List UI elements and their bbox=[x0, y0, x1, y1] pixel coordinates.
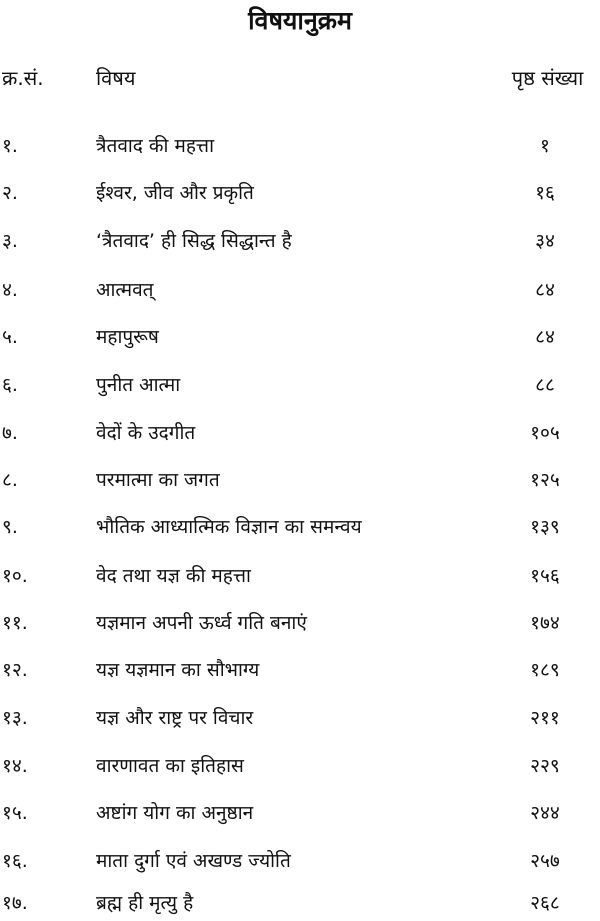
entry-page: ८४ bbox=[535, 326, 555, 348]
entry-number: १०. bbox=[2, 565, 28, 587]
serial-number-header: क्र.सं. bbox=[2, 66, 44, 90]
entry-page: १७४ bbox=[530, 612, 560, 634]
toc-entry bbox=[0, 465, 600, 495]
entry-number: २. bbox=[2, 182, 18, 204]
entry-subject: यज्ञ यज्ञमान का सौभाग्य bbox=[96, 659, 260, 681]
entry-page: १६ bbox=[535, 182, 555, 204]
entry-page: १५६ bbox=[530, 565, 560, 587]
entry-subject: वेद तथा यज्ञ की महत्ता bbox=[96, 565, 251, 587]
entry-subject: भौतिक आध्यात्मिक विज्ञान का समन्वय bbox=[96, 516, 362, 538]
toc-entry bbox=[0, 512, 600, 542]
toc-entry bbox=[0, 226, 600, 256]
toc-entry bbox=[0, 846, 600, 876]
entry-number: ९. bbox=[2, 516, 18, 538]
entry-number: १५. bbox=[2, 802, 28, 824]
entry-page: १३९ bbox=[530, 516, 560, 538]
entry-number: १४. bbox=[2, 755, 28, 777]
entry-subject: यज्ञमान अपनी ऊर्ध्व गति बनाएं bbox=[96, 612, 307, 634]
toc-entry bbox=[0, 608, 600, 638]
entry-page: २६८ bbox=[530, 892, 560, 914]
toc-entry bbox=[0, 178, 600, 208]
entry-number: १७. bbox=[2, 892, 28, 914]
entry-page: १ bbox=[540, 135, 550, 157]
entry-subject: त्रैतवाद की महत्ता bbox=[96, 135, 214, 157]
page-title: विषयानुक्रम bbox=[248, 6, 352, 35]
subject-header: विषय bbox=[96, 66, 136, 90]
toc-entry bbox=[0, 275, 600, 305]
entry-number: ३. bbox=[2, 230, 18, 252]
toc-entry bbox=[0, 751, 600, 781]
entry-subject: आत्मवत् bbox=[96, 279, 154, 301]
entry-subject: माता दुर्गा एवं अखण्ड ज्योति bbox=[96, 850, 291, 872]
entry-page: १०५ bbox=[530, 422, 560, 444]
entry-page: ८८ bbox=[535, 374, 555, 396]
toc-entry bbox=[0, 418, 600, 448]
entry-subject: परमात्मा का जगत bbox=[96, 469, 220, 491]
entry-page: २२९ bbox=[530, 755, 560, 777]
entry-subject: ईश्वर, जीव और प्रकृति bbox=[96, 182, 254, 204]
entry-subject: वेदों के उदगीत bbox=[96, 422, 196, 444]
entry-subject: महापुरूष bbox=[96, 326, 159, 348]
toc-entry bbox=[0, 703, 600, 733]
entry-number: १६. bbox=[2, 850, 28, 872]
entry-page: २११ bbox=[530, 707, 560, 729]
entry-number: ७. bbox=[2, 422, 18, 444]
column-header-row bbox=[0, 63, 600, 93]
entry-number: १३. bbox=[2, 707, 28, 729]
toc-entry bbox=[0, 888, 600, 918]
entry-page: २५७ bbox=[530, 850, 560, 872]
entry-subject: ‘त्रैतवाद’ ही सिद्ध सिद्धान्त है bbox=[96, 230, 292, 252]
entry-number: ६. bbox=[2, 374, 18, 396]
toc-entry bbox=[0, 655, 600, 685]
page-number-header: पृष्ठ संख्या bbox=[511, 66, 584, 90]
entry-page: ८४ bbox=[535, 279, 555, 301]
toc-entry bbox=[0, 798, 600, 828]
toc-entry bbox=[0, 322, 600, 352]
entry-number: ४. bbox=[2, 279, 18, 301]
entry-page: १२५ bbox=[530, 469, 560, 491]
entry-subject: वारणावत का इतिहास bbox=[96, 755, 244, 777]
entry-subject: यज्ञ और राष्ट्र पर विचार bbox=[96, 707, 254, 729]
toc-entry bbox=[0, 561, 600, 591]
entry-page: १८९ bbox=[530, 659, 560, 681]
entry-subject: पुनीत आत्मा bbox=[96, 374, 181, 396]
entry-subject: अष्टांग योग का अनुष्ठान bbox=[96, 802, 254, 824]
entry-page: २४४ bbox=[530, 802, 560, 824]
entry-number: १२. bbox=[2, 659, 28, 681]
entry-number: १. bbox=[2, 135, 18, 157]
entry-number: ११. bbox=[2, 612, 28, 634]
entry-page: ३४ bbox=[535, 230, 555, 252]
toc-entry bbox=[0, 131, 600, 161]
entry-number: ५. bbox=[2, 326, 18, 348]
toc-entry bbox=[0, 370, 600, 400]
entry-number: ८. bbox=[2, 469, 18, 491]
entry-subject: ब्रह्म ही मृत्यु है bbox=[96, 892, 194, 914]
